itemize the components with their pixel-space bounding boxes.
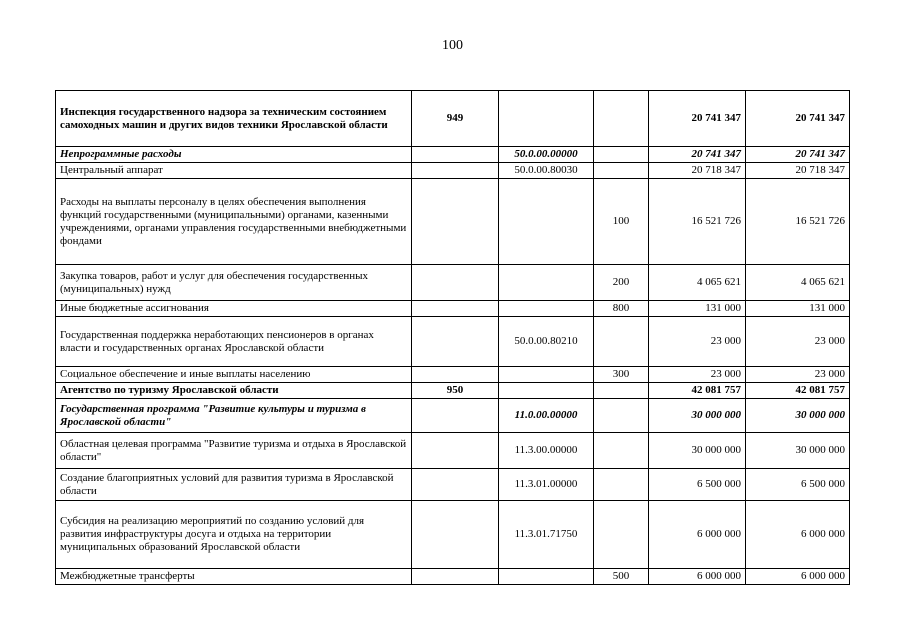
- row-csr: [499, 383, 594, 399]
- table-row: [56, 179, 850, 265]
- row-ved: [412, 179, 499, 265]
- row-vr: [594, 163, 649, 179]
- row-csr: [499, 91, 594, 147]
- row-sum-1: 42 081 757: [649, 383, 746, 399]
- row-sum-2: 20 718 347: [746, 163, 850, 179]
- row-name: Агентство по туризму Ярославской области: [56, 383, 412, 399]
- row-csr: 50.0.00.80210: [499, 317, 594, 367]
- row-vr: 100: [594, 179, 649, 265]
- row-sum-1: 20 718 347: [649, 163, 746, 179]
- table-row: [56, 317, 850, 367]
- row-ved: [412, 501, 499, 569]
- row-ved: 949: [412, 91, 499, 147]
- row-sum-2: 23 000: [746, 367, 850, 383]
- row-name: Социальное обеспечение и иные выплаты населению: [56, 367, 412, 383]
- row-name: Расходы на выплаты персоналу в целях обеспечения выполнения функций государственными (муниципальными) органами, казенными учреждениями, органами управления государственными внебюджетными фондами: [56, 179, 412, 265]
- row-name: Государственная поддержка неработающих пенсионеров в органах власти и государственных органах Ярославской области: [56, 317, 412, 367]
- row-ved: [412, 301, 499, 317]
- table-row: [56, 433, 850, 469]
- table-row: [56, 265, 850, 301]
- row-sum-2: 30 000 000: [746, 399, 850, 433]
- row-vr: 200: [594, 265, 649, 301]
- row-vr: [594, 399, 649, 433]
- row-csr: [499, 367, 594, 383]
- row-ved: [412, 469, 499, 501]
- row-csr: [499, 179, 594, 265]
- row-sum-2: 6 000 000: [746, 569, 850, 585]
- budget-table: [55, 90, 850, 585]
- row-sum-2: 16 521 726: [746, 179, 850, 265]
- row-sum-1: 131 000: [649, 301, 746, 317]
- row-vr: [594, 147, 649, 163]
- row-csr: 50.0.00.80030: [499, 163, 594, 179]
- row-vr: [594, 383, 649, 399]
- row-csr: 50.0.00.00000: [499, 147, 594, 163]
- row-csr: 11.3.01.71750: [499, 501, 594, 569]
- row-ved: [412, 367, 499, 383]
- row-vr: 300: [594, 367, 649, 383]
- row-csr: [499, 301, 594, 317]
- row-sum-1: 6 500 000: [649, 469, 746, 501]
- row-sum-1: 23 000: [649, 367, 746, 383]
- table-row: [56, 399, 850, 433]
- row-name: Закупка товаров, работ и услуг для обеспечения государственных (муниципальных) нужд: [56, 265, 412, 301]
- row-ved: [412, 163, 499, 179]
- row-sum-2: 131 000: [746, 301, 850, 317]
- table-row: [56, 501, 850, 569]
- row-ved: 950: [412, 383, 499, 399]
- table-row: [56, 147, 850, 163]
- row-ved: [412, 317, 499, 367]
- row-sum-2: 6 500 000: [746, 469, 850, 501]
- row-csr: 11.0.00.00000: [499, 399, 594, 433]
- row-ved: [412, 433, 499, 469]
- row-vr: [594, 91, 649, 147]
- row-sum-2: 42 081 757: [746, 383, 850, 399]
- row-sum-2: 4 065 621: [746, 265, 850, 301]
- row-name: Межбюджетные трансферты: [56, 569, 412, 585]
- row-sum-1: 6 000 000: [649, 569, 746, 585]
- table-row: [56, 367, 850, 383]
- row-sum-1: 20 741 347: [649, 147, 746, 163]
- row-sum-1: 23 000: [649, 317, 746, 367]
- row-ved: [412, 399, 499, 433]
- row-ved: [412, 147, 499, 163]
- row-name: Государственная программа "Развитие культуры и туризма в Ярославской области": [56, 399, 412, 433]
- row-name: Инспекция государственного надзора за техническим состоянием самоходных машин и других видов техники Ярославской области: [56, 91, 412, 147]
- row-sum-1: 16 521 726: [649, 179, 746, 265]
- row-csr: 11.3.00.00000: [499, 433, 594, 469]
- row-sum-2: 23 000: [746, 317, 850, 367]
- row-sum-1: 30 000 000: [649, 399, 746, 433]
- row-sum-2: 20 741 347: [746, 91, 850, 147]
- row-ved: [412, 569, 499, 585]
- row-name: Создание благоприятных условий для развития туризма в Ярославской области: [56, 469, 412, 501]
- table-row: [56, 383, 850, 399]
- row-sum-1: 6 000 000: [649, 501, 746, 569]
- row-name: Субсидия на реализацию мероприятий по созданию условий для развития инфраструктуры досуга и отдыха на территории муниципальных образований Ярославской области: [56, 501, 412, 569]
- row-name: Центральный аппарат: [56, 163, 412, 179]
- row-vr: [594, 469, 649, 501]
- row-sum-2: 30 000 000: [746, 433, 850, 469]
- row-name: Иные бюджетные ассигнования: [56, 301, 412, 317]
- row-vr: 500: [594, 569, 649, 585]
- row-name: Непрограммные расходы: [56, 147, 412, 163]
- row-vr: [594, 433, 649, 469]
- row-ved: [412, 265, 499, 301]
- table-row: [56, 163, 850, 179]
- table-row: [56, 469, 850, 501]
- row-csr: [499, 265, 594, 301]
- table-row: [56, 91, 850, 147]
- row-vr: [594, 317, 649, 367]
- table-row: [56, 569, 850, 585]
- row-sum-2: 6 000 000: [746, 501, 850, 569]
- row-sum-2: 20 741 347: [746, 147, 850, 163]
- row-sum-1: 4 065 621: [649, 265, 746, 301]
- row-csr: [499, 569, 594, 585]
- table-row: [56, 301, 850, 317]
- page-number: 100: [442, 38, 463, 53]
- row-sum-1: 30 000 000: [649, 433, 746, 469]
- row-sum-1: 20 741 347: [649, 91, 746, 147]
- row-vr: 800: [594, 301, 649, 317]
- row-vr: [594, 501, 649, 569]
- row-csr: 11.3.01.00000: [499, 469, 594, 501]
- row-name: Областная целевая программа "Развитие туризма и отдыха в Ярославской области": [56, 433, 412, 469]
